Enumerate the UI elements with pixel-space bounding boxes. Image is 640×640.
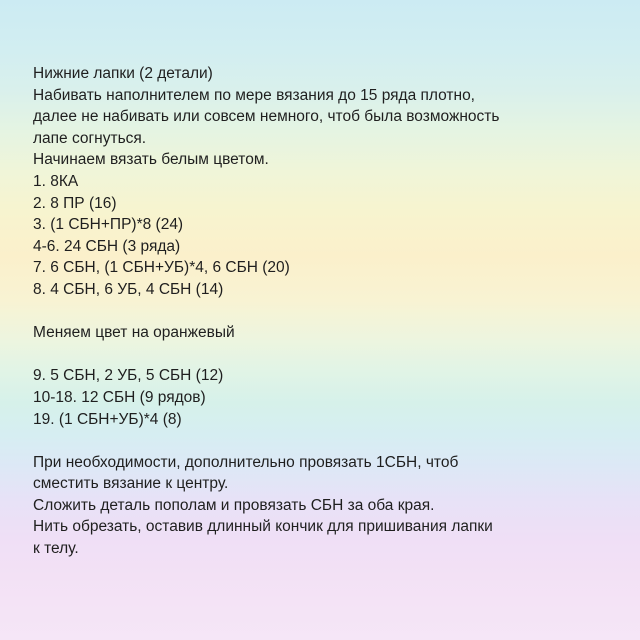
text-line: лапе согнуться. bbox=[33, 129, 147, 147]
text-line: Начинаем вязать белым цветом. bbox=[33, 151, 269, 169]
blank-line bbox=[33, 344, 623, 366]
text-line: Меняем цвет на оранжевый bbox=[33, 324, 235, 342]
text-line: Сложить деталь пополам и провязать СБН за оба края. bbox=[33, 496, 435, 514]
text-line: к телу. bbox=[33, 540, 79, 558]
text-line: 8. 4 СБН, 6 УБ, 4 СБН (14) bbox=[33, 280, 224, 298]
text-line: 19. (1 СБН+УБ)*4 (8) bbox=[33, 410, 182, 428]
blank-line bbox=[33, 301, 623, 323]
text-line: сместить вязание к центру. bbox=[33, 475, 229, 493]
text-line: 3. (1 СБН+ПР)*8 (24) bbox=[33, 216, 184, 234]
text-line: 9. 5 СБН, 2 УБ, 5 СБН (12) bbox=[33, 367, 224, 385]
document-title: Нижние лапки (2 детали) bbox=[33, 65, 213, 82]
blank-line bbox=[33, 430, 623, 452]
text-line: 4-6. 24 СБН (3 ряда) bbox=[33, 237, 181, 255]
pattern-text bbox=[33, 63, 623, 560]
text-line: Набивать наполнителем по мере вязания до 15 ряда плотно, bbox=[33, 86, 475, 104]
text-line: 1. 8КА bbox=[33, 172, 79, 190]
text-line: Нить обрезать, оставив длинный кончик для пришивания лапки bbox=[33, 518, 493, 536]
text-line: При необходимости, дополнительно провязать 1СБН, чтоб bbox=[33, 453, 459, 471]
text-line: далее не набивать или совсем немного, чтоб была возможность bbox=[33, 108, 500, 126]
text-line: 10-18. 12 СБН (9 рядов) bbox=[33, 388, 206, 406]
text-line: 7. 6 СБН, (1 СБН+УБ)*4, 6 СБН (20) bbox=[33, 259, 290, 277]
text-line: 2. 8 ПР (16) bbox=[33, 194, 117, 212]
